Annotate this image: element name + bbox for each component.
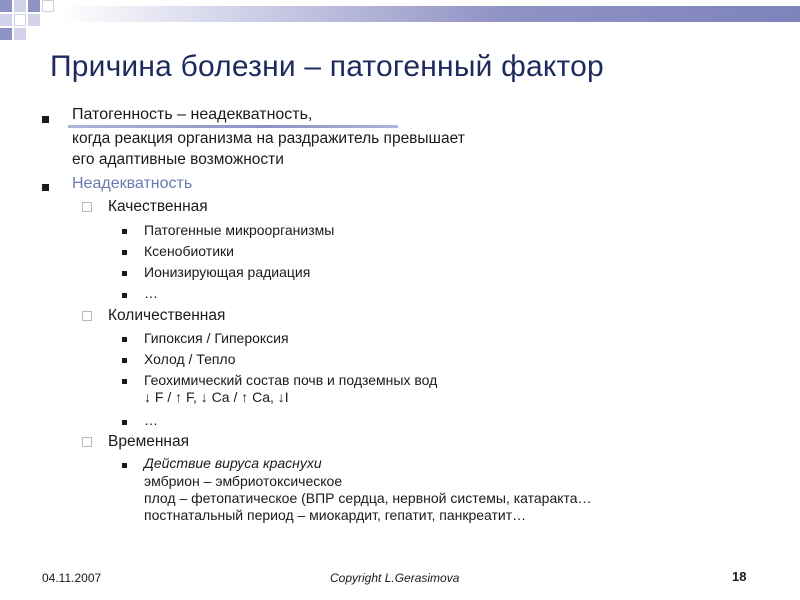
list-item: Действие вируса краснухи <box>144 455 322 471</box>
bullet-inadequacy: Неадекватность <box>72 175 193 192</box>
decor-square <box>14 0 26 12</box>
slide-title: Причина болезни – патогенный фактор <box>50 50 604 83</box>
decor-square <box>42 0 54 12</box>
small-bullet-icon <box>122 271 127 276</box>
hollow-square-bullet-icon <box>82 437 92 447</box>
header-gradient-bar <box>60 6 800 22</box>
bullet-pathogenicity: Патогенность – неадекватность, <box>72 106 313 123</box>
list-item-continuation: плод – фетопатическое (ВПР сердца, нервной системы, катаракта… <box>144 490 592 506</box>
small-bullet-icon <box>122 379 127 384</box>
subitem-quantitative: Количественная <box>108 307 226 324</box>
list-item-continuation: эмбрион – эмбриотоксическое <box>144 473 343 489</box>
list-item-continuation: постнатальный период – миокардит, гепатит, панкреатит… <box>144 507 527 523</box>
pathogenicity-explanation-line: когда реакция организма на раздражитель превышает <box>72 130 465 147</box>
footer-copyright: Copyright L.Gerasimova <box>330 571 460 585</box>
small-bullet-icon <box>122 337 127 342</box>
hollow-square-bullet-icon <box>82 202 92 212</box>
decor-square <box>0 0 12 12</box>
list-item: Холод / Тепло <box>144 351 236 367</box>
small-bullet-icon <box>122 293 127 298</box>
decor-square <box>0 28 12 40</box>
small-bullet-icon <box>122 250 127 255</box>
decor-square <box>0 14 12 26</box>
pathogenicity-explanation-line: его адаптивные возможности <box>72 151 284 168</box>
title-underline-decoration <box>68 125 398 128</box>
decor-square <box>14 14 26 26</box>
header-decoration <box>0 0 800 46</box>
square-bullet-icon <box>42 184 49 191</box>
decor-square <box>28 14 40 26</box>
small-bullet-icon <box>122 463 127 468</box>
list-item: Ксенобиотики <box>144 243 234 259</box>
decor-square <box>14 28 26 40</box>
page-number: 18 <box>732 569 747 584</box>
decor-square <box>28 0 40 12</box>
small-bullet-icon <box>122 420 127 425</box>
list-item: … <box>144 285 158 301</box>
small-bullet-icon <box>122 229 127 234</box>
list-item-continuation: ↓ F / ↑ F, ↓ Ca / ↑ Ca, ↓I <box>144 389 289 405</box>
subitem-temporal: Временная <box>108 433 189 450</box>
list-item: Геохимический состав почв и подземных вод <box>144 372 438 388</box>
small-bullet-icon <box>122 358 127 363</box>
list-item: Гипоксия / Гипероксия <box>144 330 289 346</box>
footer-date: 04.11.2007 <box>42 571 102 585</box>
list-item: … <box>144 412 158 428</box>
subitem-qualitative: Качественная <box>108 198 208 215</box>
list-item: Патогенные микроорганизмы <box>144 222 335 238</box>
list-item: Ионизирующая радиация <box>144 264 311 280</box>
square-bullet-icon <box>42 116 49 123</box>
hollow-square-bullet-icon <box>82 311 92 321</box>
